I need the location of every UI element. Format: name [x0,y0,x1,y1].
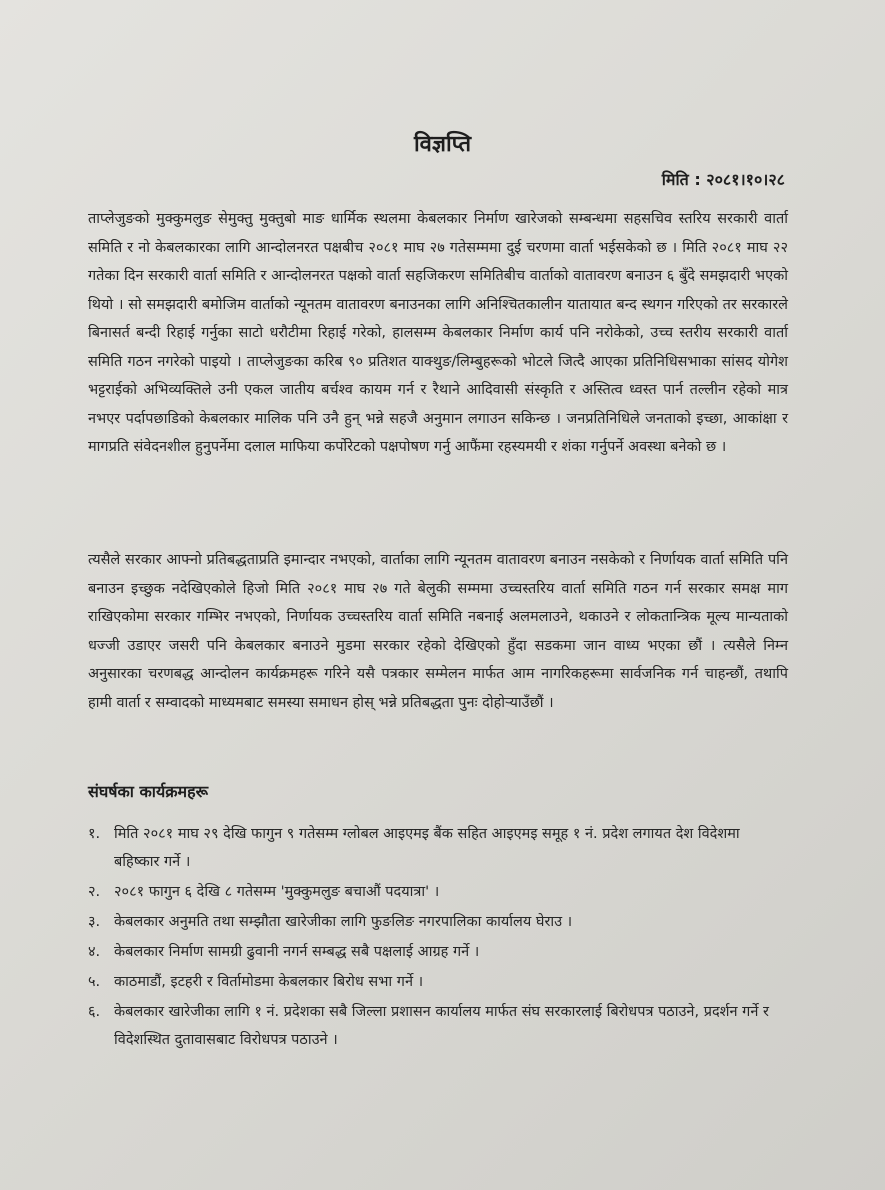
list-item-number: ४. [88,944,101,960]
list-item [88,938,788,966]
list-item-text: केबलकार खारेजीका लागि १ नं. प्रदेशका सबै जिल्ला प्रशासन कार्यालय मार्फत संघ सरकारलाई बिरोधपत्र पठाउने, प्रदर्शन गर्ने र विदेशस्थित दुतावासबाट विरोधपत्र पठाउने । [114,1004,769,1048]
list-item-number: ५. [88,974,101,990]
body-paragraph-2: त्यसैले सरकार आफ्नो प्रतिबद्धताप्रति इमान्दार नभएको, वार्ताका लागि न्यूनतम वातावरण बनाउन नसकेको र निर्णायक वार्ता समिति पनि बनाउन इच्छुक नदेखिएकोले हिजो मिति २०८१ माघ २७ गते बेलुकी सम्ममा उच्चस्तरिय वार्ता समिति गठन गर्न सरकार समक्ष माग राखिएकोमा सरकार गम्भिर नभएको, निर्णायक उच्चस्तरिय वार्ता समिति नबनाई अलमलाउने, थकाउने र लोकतान्त्रिक मूल्य मान्यताको धज्जी उडाएर जसरी पनि केबलकार बनाउने मुडमा सरकार रहेको देखिएको हुँदा सडकमा जान वाध्य भएका छौं । त्यसैले निम्न अनुसारका चरणबद्ध आन्दोलन कार्यक्रमहरू गरिने यसै पत्रकार सम्मेलन मार्फत आम नागरिकहरूमा सार्वजनिक गर्न चाहन्छौं, तथापि हामी वार्ता र सम्वादको माध्यमबाट समस्या समाधन होस् भन्ने प्रतिबद्धता पुनः दोहोऱ्याउँछौं । [88,552,788,711]
list-item [88,820,788,876]
programs-heading: संघर्षका कार्यक्रमहरू [88,782,209,801]
list-item-number: ३. [88,914,101,930]
list-item-number: २. [88,884,101,900]
list-item [88,878,788,906]
list-item-text: केबलकार निर्माण सामग्री ढुवानी नगर्न सम्बद्ध सबै पक्षलाई आग्रह गर्ने । [114,944,480,960]
list-item-number: १. [88,826,101,842]
list-item [88,998,788,1054]
list-item-text: २०८१ फागुन ६ देखि ८ गतेसम्म 'मुक्कुमलुङ बचाऔं पदयात्रा' । [114,884,440,900]
list-item-number: ६. [88,1004,101,1020]
body-paragraph-1: ताप्लेजुङको मुक्कुमलुङ सेमुक्तु मुक्तुबो माङ धार्मिक स्थलमा केबलकार निर्माण खारेजको सम्बन्धमा सहसचिव स्तरिय सरकारी वार्ता समिति र नो केबलकारका लागि आन्दोलनरत पक्षबीच २०८१ माघ २७ गतेसम्ममा दुई चरणमा वार्ता भईसकेको छ । मिति २०८१ माघ २२ गतेका दिन सरकारी वार्ता समिति र आन्दोलनरत पक्षको वार्ता सहजिकरण समितिबीच वार्ताको वातावरण बनाउन ६ बुँदे समझदारी भएको थियो । सो समझदारी बमोजिम वार्ताको न्यूनतम वातावरण बनाउनका लागि अनिश्चितकालीन यातायात बन्द स्थगन गरिएको तर सरकारले बिनासर्त बन्दी रिहाई गर्नुका साटो धरौटीमा रिहाई गरेको, हालसम्म केबलकार निर्माण कार्य पनि नरोकेको, उच्च स्तरीय सरकारी वार्ता समिति गठन नगरेको पाइयो । ताप्लेजुङका करिब ९० प्रतिशत याक्थुङ/लिम्बुहरूको भोटले जित्दै आएका प्रतिनिधिसभाका सांसद योगेश भट्टराईको अभिव्यक्तिले उनी एकल जातीय बर्चश्व कायम गर्न र रैथाने आदिवासी संस्कृति र अस्तित्व ध्वस्त पार्न तल्लीन रहेको मात्र नभएर पर्दापछाडिको केबलकार मालिक पनि उनै हुन् भन्ने सहजै अनुमान लगाउन सकिन्छ । जनप्रतिनिधिले जनताको इच्छा, आकांक्षा र मागप्रति संवेदनशील हुनुपर्नेमा दलाल माफिया कर्पोरेटको पक्षपोषण गर्नु आफैंमा रहस्यमयी र शंका गर्नुपर्ने अवस्था बनेको छ । [88,211,788,455]
list-item-text: काठमाडौं, इटहरी र विर्तामोडमा केबलकार बिरोध सभा गर्ने । [114,974,424,990]
list-item [88,968,788,996]
document-title: विज्ञप्ति [413,132,472,157]
list-item-text: मिति २०८१ माघ २९ देखि फागुन ९ गतेसम्म ग्लोबल आइएमइ बैंक सहित आइएमइ समूह १ नं. प्रदेश लगायत देश विदेशमा बहिष्कार गर्ने । [114,826,740,870]
list-item [88,908,788,936]
programs-list [88,820,788,1056]
document-date: मिति : २०८१।१०।२८ [661,170,785,189]
list-item-text: केबलकार अनुमति तथा सम्झौता खारेजीका लागि फुङलिङ नगरपालिका कार्यालय घेराउ । [114,914,573,930]
